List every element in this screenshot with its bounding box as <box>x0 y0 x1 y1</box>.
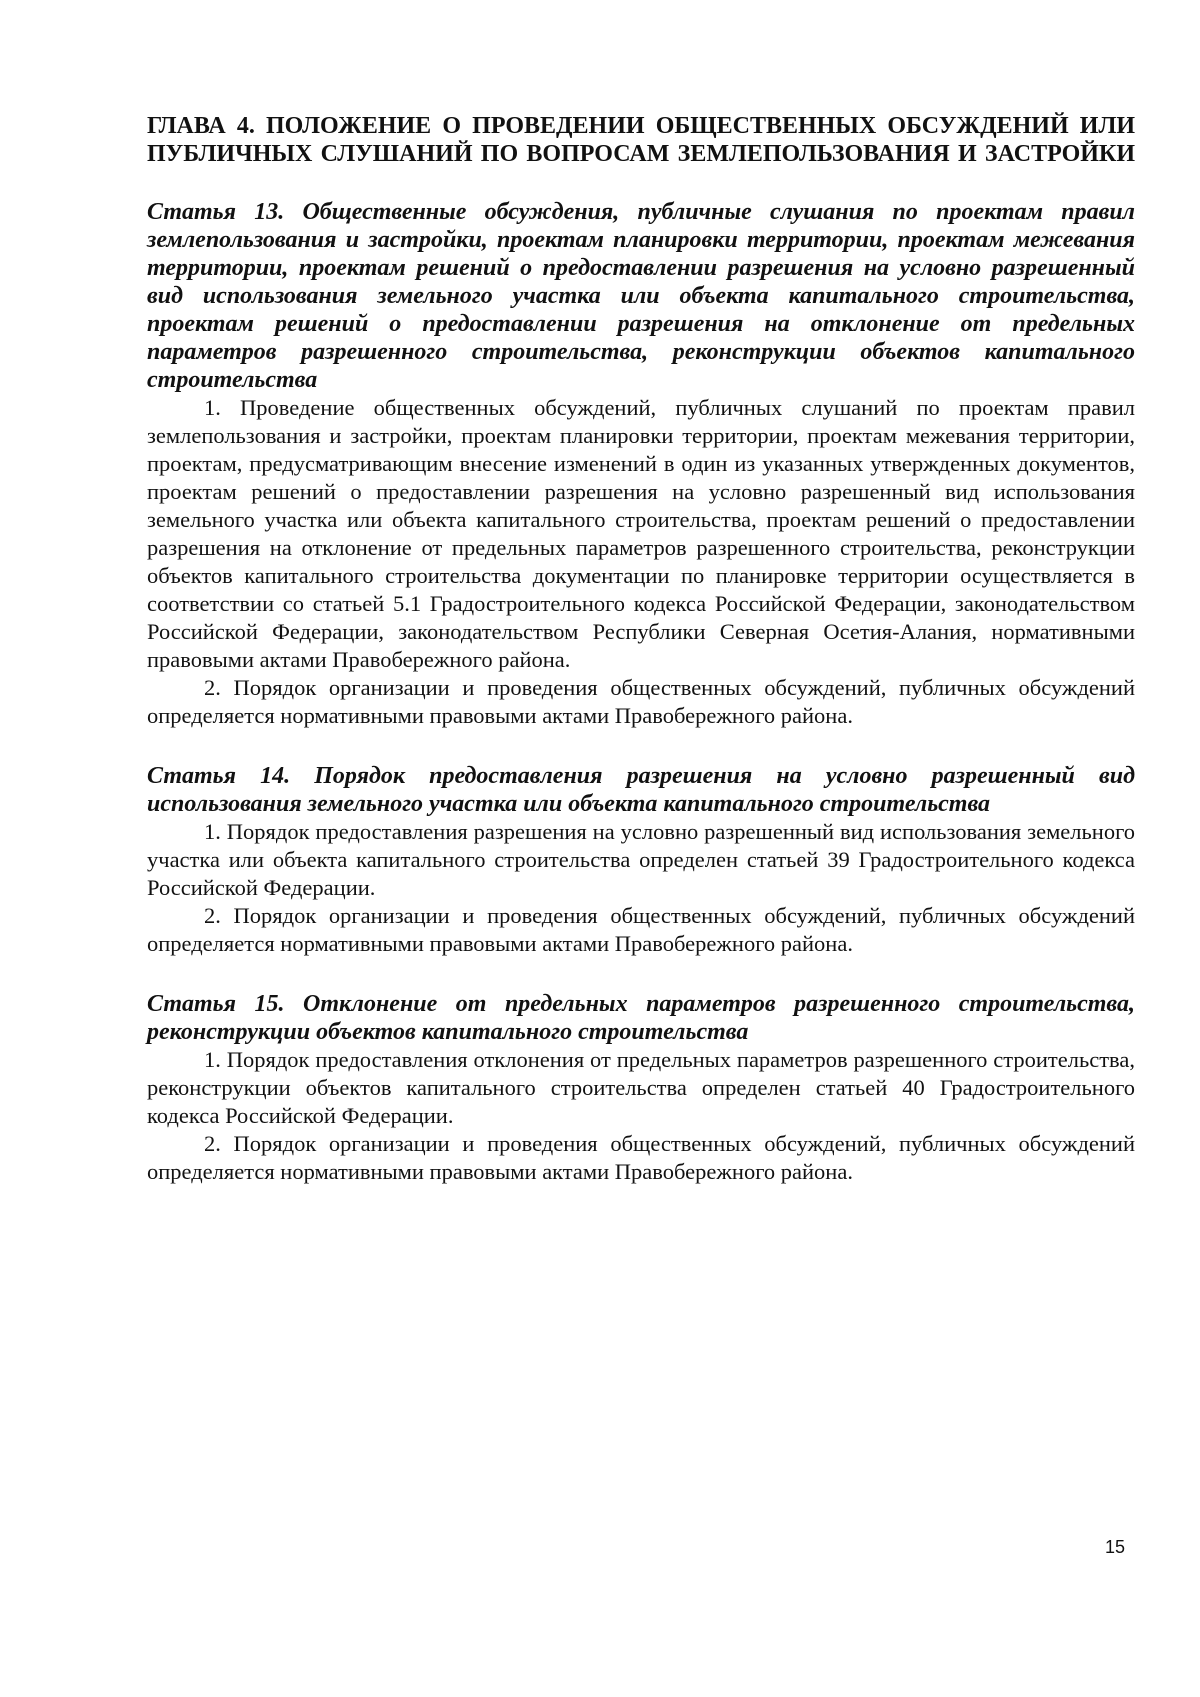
article-paragraph: 1. Проведение общественных обсуждений, публичных слушаний по проектам правил землепользования и застройки, проектам планировки территории, проектам межевания территории, проектам, предусматривающим внесение изменений в один из указанных утвержденных документов, проектам решений о предоставлении разрешения на условно разрешенный вид использования земельного участка или объекта капитального строительства, проектам решений о предоставлении разрешения на отклонение от предельных параметров разрешенного строительства, реконструкции объектов капитального строительства документации по планировке территории осуществляется в соответствии со статьей 5.1 Градостроительного кодекса Российской Федерации, законодательством Российской Федерации, законодательством Республики Северная Осетия-Алания, нормативными правовыми актами Правобережного района. <box>147 395 1135 672</box>
article-paragraph: 2. Порядок организации и проведения общественных обсуждений, публичных обсуждений определяется нормативными правовыми актами Правобережного района. <box>147 1131 1135 1184</box>
article-paragraph: 1. Порядок предоставления разрешения на условно разрешенный вид использования земельного участка или объекта капитального строительства определен статьей 39 Градостроительного кодекса Российской Федерации. <box>147 819 1135 900</box>
article-15 <box>147 990 1135 1186</box>
article-title: Статья 13. Общественные обсуждения, публичные слушания по проектам правил землепользования и застройки, проектам планировки территории, проектам межевания территории, проектам решений о предоставлении разрешения на условно разрешенный вид использования земельного участка или объекта капитального строительства, проектам решений о предоставлении разрешения на отклонение от предельных параметров разрешенного строительства, реконструкции объектов капитального строительства <box>147 199 1135 393</box>
document-page <box>147 112 1135 1218</box>
article-14 <box>147 762 1135 958</box>
article-paragraph: 2. Порядок организации и проведения общественных обсуждений, публичных обсуждений определяется нормативными правовыми актами Правобережного района. <box>147 675 1135 728</box>
page-number: 15 <box>1105 1537 1126 1557</box>
article-title: Статья 14. Порядок предоставления разрешения на условно разрешенный вид использования земельного участка или объекта капитального строительства <box>147 763 1135 817</box>
article-13 <box>147 198 1135 730</box>
chapter-title: ГЛАВА 4. ПОЛОЖЕНИЕ О ПРОВЕДЕНИИ ОБЩЕСТВЕННЫХ ОБСУЖДЕНИЙ ИЛИ ПУБЛИЧНЫХ СЛУШАНИЙ ПО ВОПРОСАМ ЗЕМЛЕПОЛЬЗОВАНИЯ И ЗАСТРОЙКИ <box>147 113 1135 167</box>
article-title: Статья 15. Отклонение от предельных параметров разрешенного строительства, реконструкции объектов капитального строительства <box>147 991 1135 1045</box>
article-paragraph: 2. Порядок организации и проведения общественных обсуждений, публичных обсуждений определяется нормативными правовыми актами Правобережного района. <box>147 903 1135 956</box>
article-paragraph: 1. Порядок предоставления отклонения от предельных параметров разрешенного строительства, реконструкции объектов капитального строительства определен статьей 40 Градостроительного кодекса Российской Федерации. <box>147 1047 1135 1128</box>
